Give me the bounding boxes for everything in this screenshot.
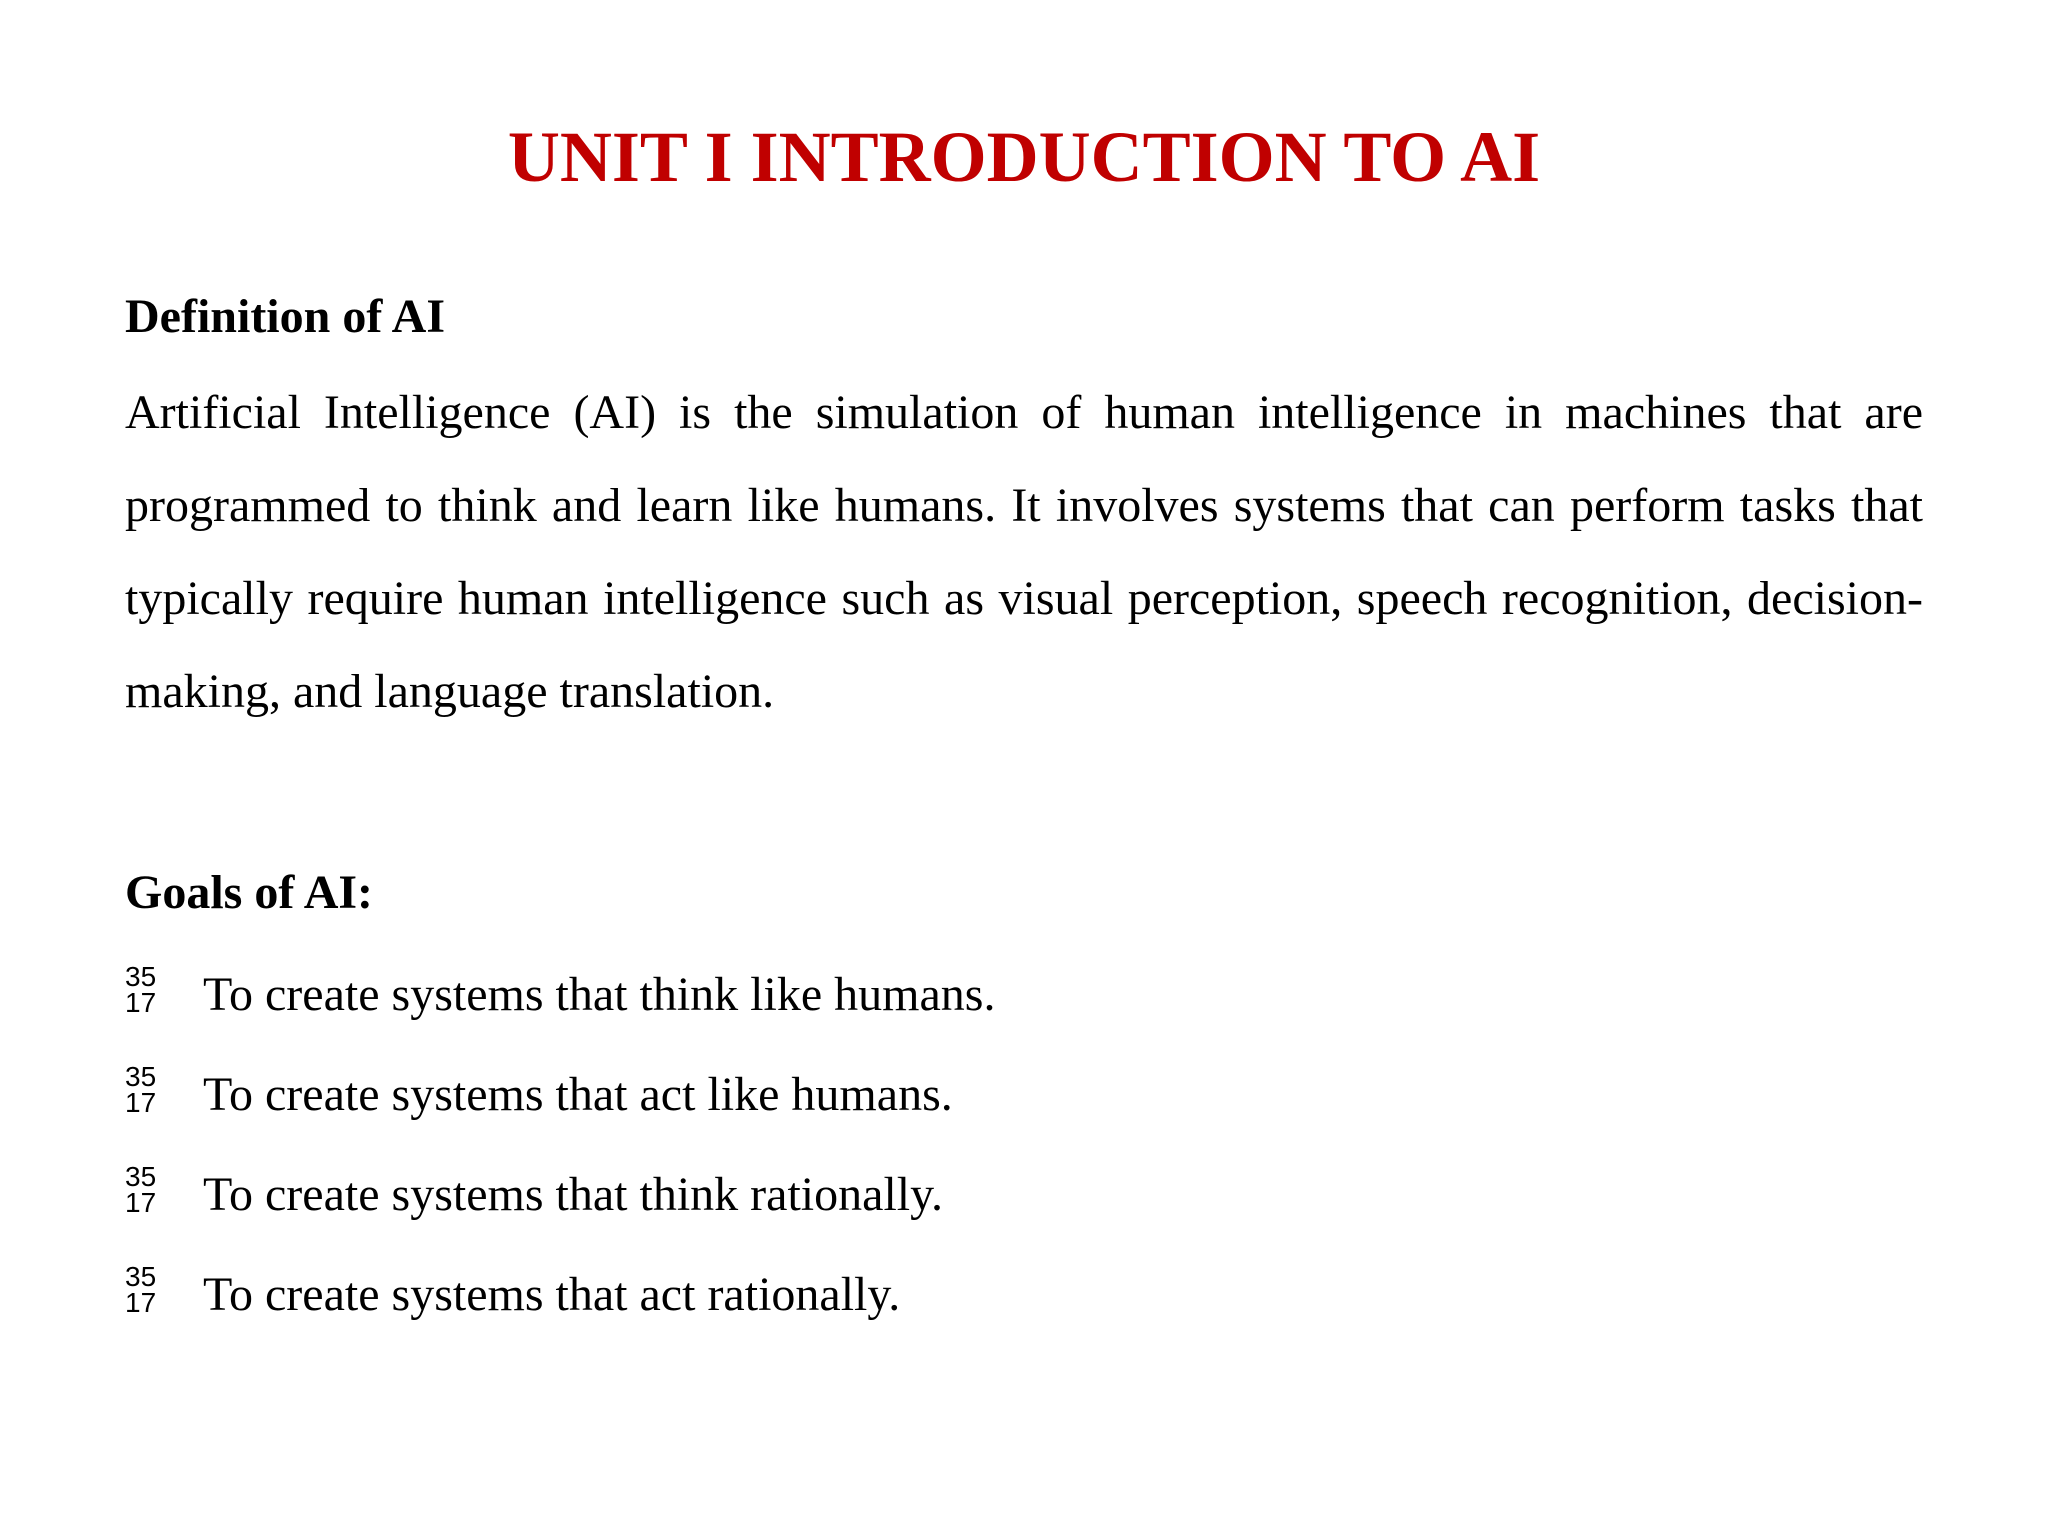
goal-text: To create systems that act like humans. [203,1068,953,1121]
bullet-glyph-icon: 35 17 [125,1261,157,1318]
definition-heading: Definition of AI [125,290,446,343]
goals-heading: Goals of AI: [125,866,374,919]
bullet-glyph-icon: 35 17 [125,961,157,1018]
goals-list [125,945,1923,1345]
list-item [125,1045,1923,1145]
definition-paragraph: Artificial Intelligence (AI) is the simulation of human intelligence in machines that are programmed to think and learn like humans. It involves systems that can perform tasks that typically require human intelligence such as visual perception, speech recognition, decision-making, and language translation. [125,386,1923,718]
list-item [125,1145,1923,1245]
page-title: UNIT I INTRODUCTION TO AI [507,117,1541,197]
goal-text: To create systems that act rationally. [203,1268,901,1321]
list-item [125,1245,1923,1345]
goal-text: To create systems that think like humans. [203,968,996,1021]
list-item [125,945,1923,1045]
bullet-glyph-icon: 35 17 [125,1061,157,1118]
bullet-glyph-icon: 35 17 [125,1161,157,1218]
goal-text: To create systems that think rationally. [203,1168,943,1221]
